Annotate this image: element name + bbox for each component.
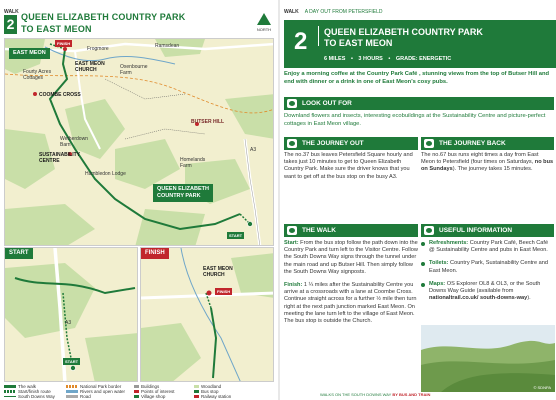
start-detail-marker: START	[65, 359, 79, 364]
east-meon-tag: EAST MEON	[9, 48, 50, 59]
title-divider	[318, 26, 319, 46]
info-refreshments: Refreshments: Country Park Café, Beech Café @ Sustainability Centre and pubs in East Meon.	[421, 240, 554, 254]
right-walk-number: 2	[294, 28, 308, 55]
stat-sep2: •	[388, 56, 391, 62]
legend-the-walk: The walk	[18, 384, 37, 389]
journey-out-heading: THE JOURNEY OUT	[284, 137, 418, 150]
bus-icon	[287, 139, 297, 148]
legend-bus-stop: Bus stop	[201, 389, 219, 394]
legend-woodland: Woodland	[201, 384, 222, 389]
legend-sdw: South Downs Way	[18, 394, 55, 399]
hambledon-label: Hambledon Lodge	[85, 171, 126, 177]
finish-map-heading: FINISH	[141, 248, 169, 259]
stat-duration: 3 HOURS	[358, 56, 383, 62]
no-bus-sundays: no bus on Sundays	[421, 159, 554, 173]
walk-directions	[284, 240, 418, 331]
stat-distance: 6 MILES	[324, 56, 346, 62]
qecp-tag	[153, 184, 213, 202]
right-walk-tag: WALK	[284, 9, 299, 15]
journey-out-text: The no.37 bus leaves Petersfield Square hourly and takes just 10 minutes to get to Queen Elizabeth Country Park. Make sure the driver knows that you want to get off at the bus stop on the busy A3.	[284, 152, 413, 180]
walk-start-para: Start: From the bus stop follow the path down into the Country Park and turn left to the Visitor Centre. Follow the South Downs Way signs through the tunnel under the main road and up Butser Hill. Then simply follow the South Downs Way signposts.	[284, 240, 418, 275]
start-detail-map	[4, 247, 138, 382]
downland-photo	[421, 325, 555, 392]
legend-railway: Railway station	[201, 394, 232, 399]
wetherdown-label: Wetherdown Barn	[60, 136, 88, 148]
legend-start-finish: Start/finish route	[18, 389, 51, 394]
stat-grade: GRADE: ENERGETIC	[395, 56, 452, 62]
info-toilets: Toilets: Country Park, Sustainability Centre and East Meon.	[421, 260, 554, 274]
map-title-line1: QUEEN ELIZABETH COUNTRY PARK	[21, 12, 186, 22]
useful-info-heading: USEFUL INFORMATION	[421, 224, 554, 237]
map-title-line2: TO EAST MEON	[21, 24, 92, 34]
walk-title-line2: TO EAST MEON	[324, 38, 393, 48]
legend-buildings: Buildings	[141, 384, 160, 389]
main-route-map	[4, 38, 274, 246]
legend-np-border: National Park border	[80, 384, 122, 389]
oxenbourne-label: Oxenbourne Farm	[120, 64, 148, 76]
bus-back-icon	[424, 139, 434, 148]
walk-title-line1: QUEEN ELIZABETH COUNTRY PARK	[324, 27, 483, 37]
the-walk-heading: THE WALK	[284, 224, 418, 237]
legend-poi: Points of interest	[141, 389, 175, 394]
finish-detail-map	[140, 247, 274, 382]
look-out-text: Downland flowers and insects, interesting ecobuildings at the Sustainability Centre and picture-perfect cottages in East Meon village.	[284, 113, 546, 127]
stat-sep1: •	[350, 56, 353, 62]
map-legend	[4, 384, 276, 400]
photo-credit: © SDNPA	[533, 385, 551, 390]
info-icon	[424, 226, 434, 235]
day-out-subtitle: A DAY OUT FROM PETERSFIELD	[304, 9, 383, 15]
start-marker: START	[229, 233, 243, 238]
sustainability-label: SUSTAINABILITY CENTRE	[39, 152, 80, 164]
legend-road: Road	[80, 394, 91, 399]
start-map-heading: START	[5, 248, 33, 259]
walk-intro: Enjoy a morning coffee at the Country Park Café , stunning views from the top of Butser Hill and end with dinner or a drink in one of East Meon's cosy pubs.	[284, 71, 550, 85]
qecp-line1: QUEEN ELIZABETH	[157, 186, 209, 192]
walk-tag: WALK	[4, 9, 19, 15]
journey-back-heading: THE JOURNEY BACK	[421, 137, 554, 150]
ramsdean-label: Ramsdean	[155, 43, 180, 49]
fourty-acres-label: Fourty Acres Cottages	[23, 69, 52, 81]
start-a3-label: A3	[65, 320, 72, 326]
finish-detail-marker: FINISH	[217, 289, 231, 294]
a3-label: A3	[250, 147, 257, 153]
north-arrow-icon	[256, 13, 272, 35]
finish-church-line2: CHURCH	[203, 272, 225, 278]
boot-icon	[287, 226, 297, 235]
homelands-label: Homelands Farm	[180, 157, 206, 169]
walk-finish-para: Finish: 1 ¼ miles after the Sustainability Centre you arrive at a crossroads with a lane at Coombe Cross. Continue straight across for a further ½ mile then turn right at the next path junction marked East Meon. On meeting the lane turn left to the village of East Meon. The bus stop is outside the Church.	[284, 282, 417, 325]
legend-rivers: Rivers and open water	[80, 389, 126, 394]
useful-info-list	[421, 240, 554, 308]
walk-subtitle	[284, 9, 383, 15]
binoculars-icon	[287, 99, 297, 108]
east-meon-church-label: EAST MEON CHURCH	[75, 61, 105, 73]
finish-marker: FINISH	[57, 41, 71, 46]
national-trail-link[interactable]: nationaltrail.co.uk/ south-downs-way	[429, 295, 528, 302]
qecp-line2: COUNTRY PARK	[157, 193, 201, 199]
legend-shop: Village shop	[141, 394, 166, 399]
north-label: NORTH	[256, 27, 272, 32]
butser-hill-label: BUTSER HILL	[191, 119, 225, 125]
page-footer: WALKS ON THE SOUTH DOWNS WAY BY BUS AND TRAIN	[320, 392, 431, 397]
photo-drawing	[421, 325, 555, 392]
info-maps: Maps: OS Explorer OL8 & OL3, or the South Downs Way Guide (available from nationaltrail.co.uk/ south-downs-way).	[421, 281, 554, 303]
frogmore-label: Frogmore	[87, 46, 109, 52]
journey-back-text: The no.67 bus runs eight times a day from East Meon to Petersfield (four times on Saturdays, no bus on Sundays). The journey takes 15 minutes.	[421, 152, 554, 173]
text-page	[280, 0, 556, 400]
walk-number: 2	[4, 15, 17, 34]
look-out-heading: LOOK OUT FOR	[284, 97, 554, 110]
detail-maps	[4, 247, 274, 382]
walk-stats	[324, 56, 455, 62]
finish-church-line1: EAST MEON	[203, 266, 233, 272]
coombe-cross-label: COOMBE CROSS	[39, 92, 81, 98]
